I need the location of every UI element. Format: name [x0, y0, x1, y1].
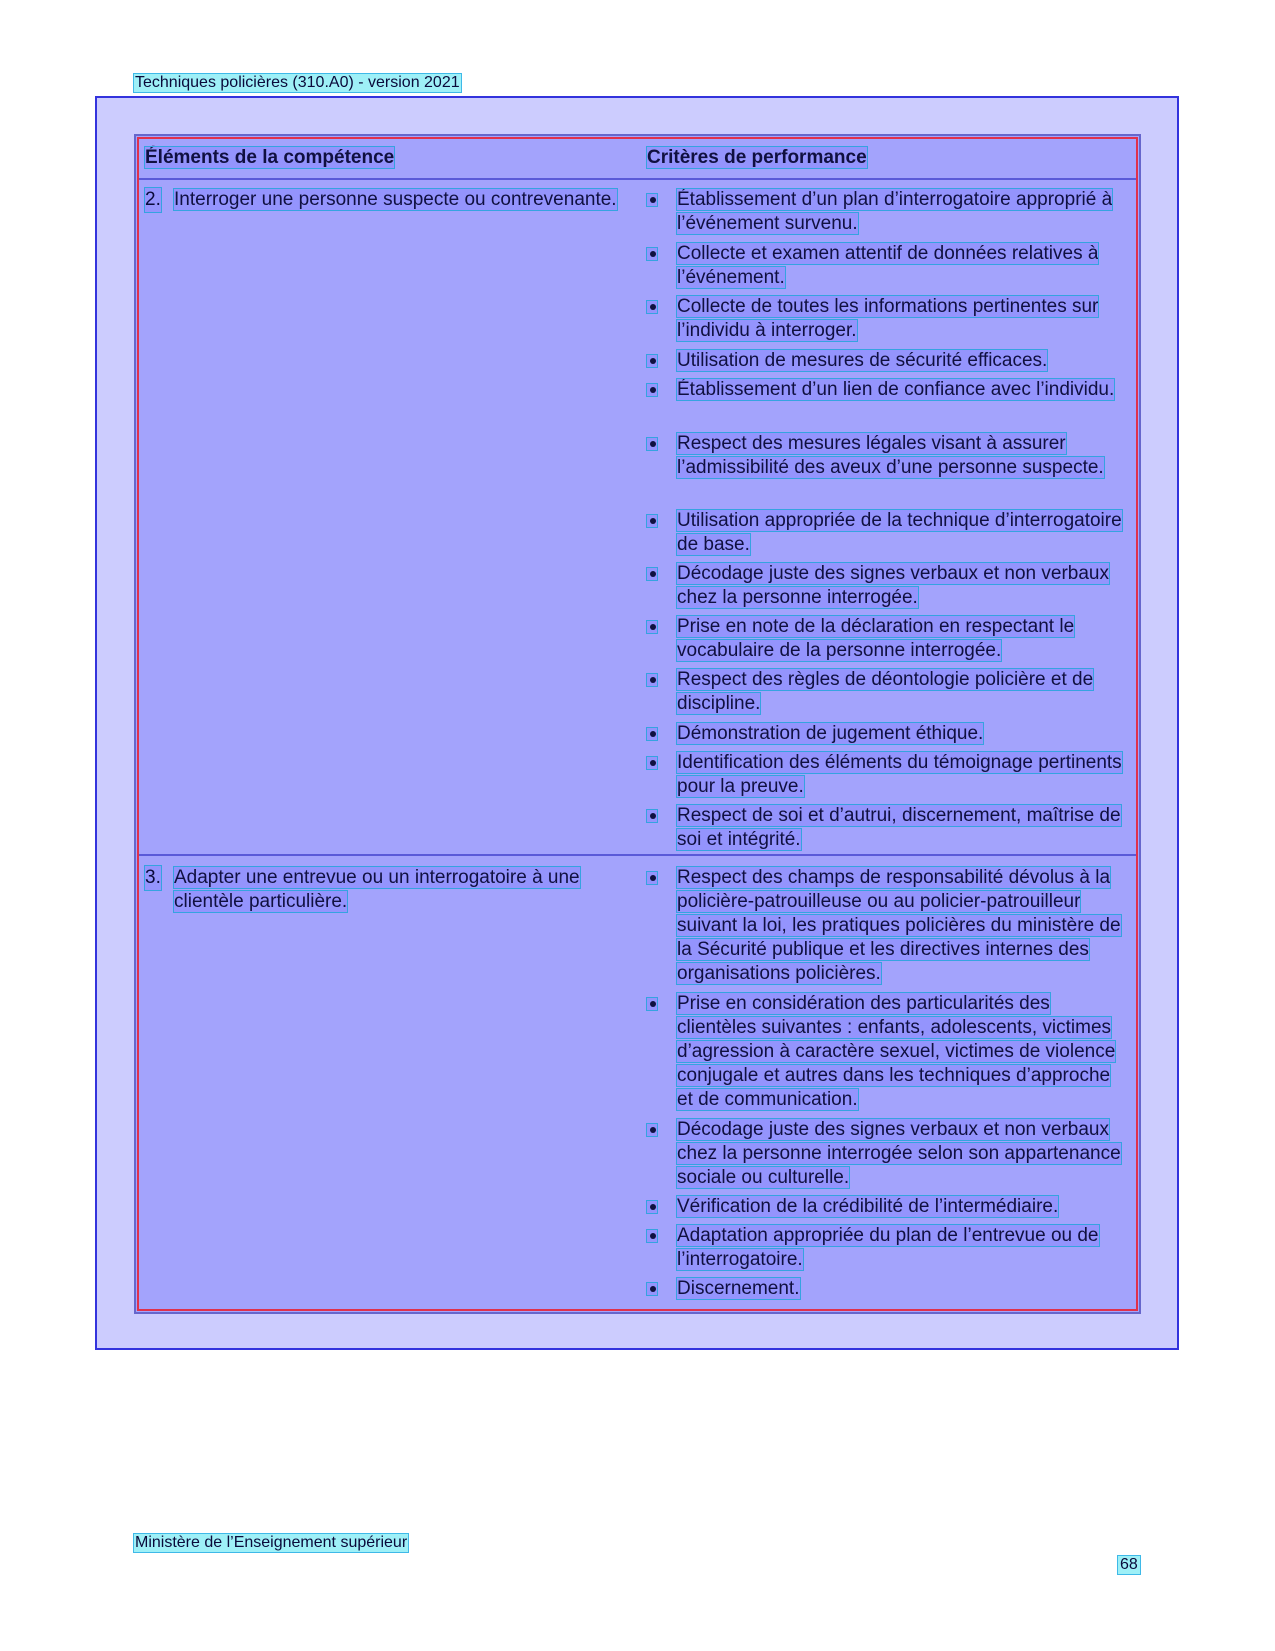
- criterion-text: Respect des mesures légales visant à assurer l’admissibilité des aveux d’une personne suspecte.: [677, 433, 1104, 478]
- column-header-elements: Éléments de la compétence: [145, 147, 395, 168]
- bullet-icon: [647, 1201, 657, 1213]
- bullet-icon: [647, 674, 657, 686]
- header-divider: [139, 178, 1136, 180]
- column-header-criteria: Critères de performance: [647, 147, 867, 168]
- criterion-text: Collecte de toutes les informations pertinentes sur l’individu à interroger.: [677, 296, 1099, 341]
- criterion-text: Établissement d’un plan d’interrogatoire approprié à l’événement survenu.: [677, 189, 1113, 234]
- criterion-text: Utilisation de mesures de sécurité efficaces.: [677, 350, 1048, 371]
- element-number: 3.: [145, 867, 161, 888]
- bullet-icon: [647, 757, 657, 769]
- criterion-text: Collecte et examen attentif de données relatives à l’événement.: [677, 243, 1099, 288]
- criterion-text: Décodage juste des signes verbaux et non verbaux chez la personne interrogée.: [677, 563, 1109, 608]
- criterion-text: Adaptation appropriée du plan de l’entrevue ou de l’interrogatoire.: [677, 1225, 1099, 1270]
- criterion-text: Prise en note de la déclaration en respectant le vocabulaire de la personne interrogée.: [677, 616, 1075, 661]
- criterion-text: Respect des règles de déontologie policière et de discipline.: [677, 669, 1094, 714]
- bullet-icon: [647, 438, 657, 450]
- bullet-icon: [647, 301, 657, 313]
- criterion-text: Prise en considération des particularités des clientèles suivantes : enfants, adolescents, victimes d’agression à caractère sexuel, victimes de violence conjugale et autres dans les techniques d’approche et de communication.: [677, 993, 1116, 1110]
- bullet-icon: [647, 248, 657, 260]
- criterion-text: Respect des champs de responsabilité dévolus à la policière-patrouilleuse ou au policier-patrouilleur suivant la loi, les pratiques policières du ministère de la Sécurité publique et les directives internes des organisations policières.: [677, 867, 1121, 984]
- criterion-text: Décodage juste des signes verbaux et non verbaux chez la personne interrogée selon son appartenance sociale ou culturelle.: [677, 1119, 1121, 1188]
- bullet-icon: [647, 384, 657, 396]
- bullet-icon: [647, 998, 657, 1010]
- criterion-text: Démonstration de jugement éthique.: [677, 723, 984, 744]
- bullet-icon: [647, 1124, 657, 1136]
- page-number: 68: [1120, 1556, 1138, 1573]
- bullet-icon: [647, 568, 657, 580]
- criterion-text: Établissement d’un lien de confiance avec l’individu.: [677, 379, 1115, 400]
- criterion-text: Utilisation appropriée de la technique d’interrogatoire de base.: [677, 510, 1122, 555]
- bullet-icon: [647, 810, 657, 822]
- criterion-text: Identification des éléments du témoignage pertinents pour la preuve.: [677, 752, 1122, 797]
- row-divider: [139, 854, 1136, 856]
- bullet-icon: [647, 1283, 657, 1295]
- criterion-text: Discernement.: [677, 1278, 800, 1299]
- bullet-icon: [647, 355, 657, 367]
- bullet-icon: [647, 515, 657, 527]
- element-text: Adapter une entrevue ou un interrogatoire à une clientèle particulière.: [174, 867, 580, 912]
- element-number: 2.: [145, 189, 161, 210]
- criterion-text: Respect de soi et d’autrui, discernement, maîtrise de soi et intégrité.: [677, 805, 1121, 850]
- bullet-icon: [647, 728, 657, 740]
- element-text: Interroger une personne suspecte ou contrevenante.: [174, 189, 617, 210]
- footer-ministry: Ministère de l’Enseignement supérieur: [135, 1534, 408, 1551]
- running-header: Techniques policières (310.A0) - version 2021: [135, 74, 460, 91]
- bullet-icon: [647, 194, 657, 206]
- criterion-text: Vérification de la crédibilité de l’intermédiaire.: [677, 1196, 1059, 1217]
- bullet-icon: [647, 872, 657, 884]
- bullet-icon: [647, 621, 657, 633]
- bullet-icon: [647, 1230, 657, 1242]
